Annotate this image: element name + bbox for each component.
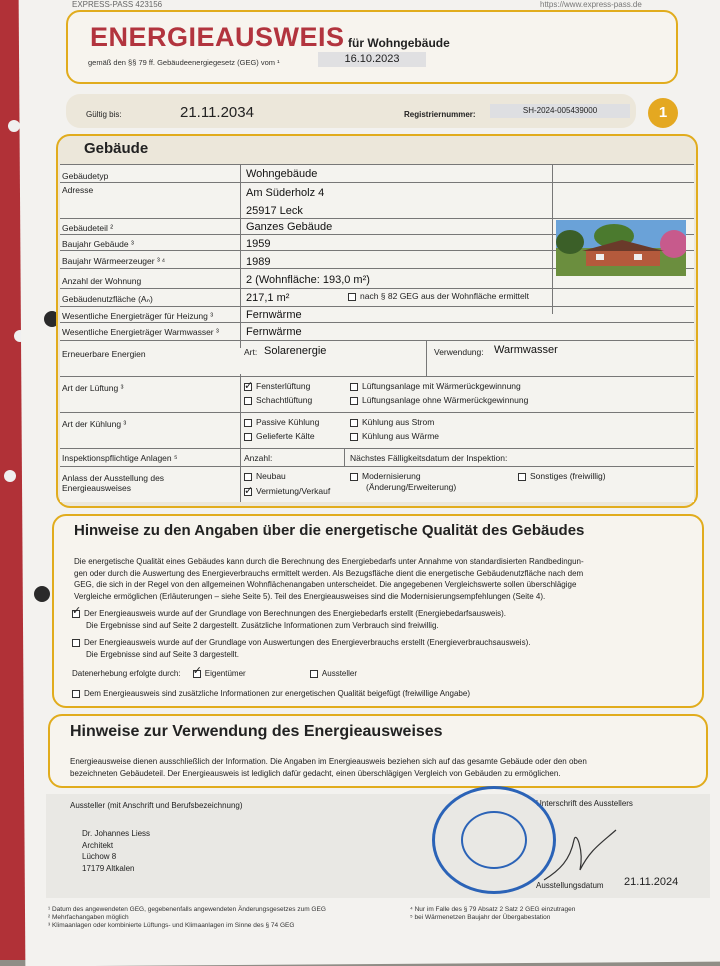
year-built: 1959 xyxy=(246,238,271,250)
table-row xyxy=(60,288,694,306)
footnote: ⁵ bei Wärmenetzen Baujahr der Übergabestation xyxy=(410,914,551,921)
issuer-label: Aussteller (mit Anschrift und Berufsbezeichnung) xyxy=(70,801,243,810)
option-label: Passive Kühlung xyxy=(256,417,320,427)
building-part: Ganzes Gebäude xyxy=(246,221,333,233)
table-row xyxy=(60,412,694,448)
building-type: Wohngebäude xyxy=(246,168,318,180)
hints-title: Hinweise zu den Angaben über die energetische Qualität des Gebäudes xyxy=(74,522,585,539)
gebaeude-heading: Gebäude xyxy=(84,140,149,157)
text-line: Architekt xyxy=(82,840,114,850)
checkbox[interactable] xyxy=(310,670,318,678)
option-label: Schachtlüftung xyxy=(256,395,313,405)
checkbox[interactable] xyxy=(244,397,252,405)
usage-paragraph xyxy=(70,756,700,779)
checkbox[interactable] xyxy=(244,383,252,391)
verwendung-label: Verwendung: xyxy=(434,347,484,357)
text-line: Lüchow 8 xyxy=(82,852,117,861)
footnote: ² Mehrfachangaben möglich xyxy=(48,914,129,921)
table-row xyxy=(60,322,694,340)
row-label: Art der Kühlung ³ xyxy=(62,419,127,429)
text-line: gen oder durch die Auswertung des Energieverbrauchs ermittelt werden. Als Bezugsfläche dient die energetische Gebäudenutzfläche nach dem xyxy=(74,568,584,578)
water-energy: Fernwärme xyxy=(246,326,302,338)
table-row xyxy=(60,466,694,502)
art-label: Art: xyxy=(244,347,258,357)
usable-area: 217,1 m² xyxy=(246,292,290,304)
issuer-address xyxy=(82,828,150,874)
checkbox[interactable] xyxy=(350,383,358,391)
footnotes-left xyxy=(48,906,326,930)
geg-date: 16.10.2023 xyxy=(318,52,426,67)
renewable-type: Solarenergie xyxy=(264,345,327,357)
modernisation-detail: (Änderung/Erweiterung) xyxy=(366,482,457,492)
text-line: Vergleiche ermöglichen (Erläuterungen – siehe Seite 5). Teil des Energieausweises sind die Modernisierungsempfehlungen (Seite 4). xyxy=(74,591,546,601)
row-label: Anlass der Ausstellung des Energieausweises xyxy=(62,473,165,493)
row-label: Adresse xyxy=(62,185,94,195)
option-label: Sonstiges (freiwillig) xyxy=(530,471,606,481)
cooling-delivered[interactable] xyxy=(244,431,315,441)
table-row xyxy=(60,376,694,412)
reason-rent-sale[interactable] xyxy=(244,486,330,496)
footnote: ⁴ Nur im Falle des § 79 Absatz 2 Satz 2 GEG einzutragen xyxy=(410,906,576,913)
text-line: Die Ergebnisse sind auf Seite 2 dargestellt. Zusätzliche Informationen zum Verbrauch sind freiwillig. xyxy=(86,620,439,630)
checkbox[interactable] xyxy=(348,293,356,301)
gemass-text: gemäß den §§ 79 ff. Gebäudeenergiegesetz (GEG) vom ¹ xyxy=(88,58,280,67)
footnotes-right xyxy=(410,906,575,922)
text-line: Die Ergebnisse sind auf Seite 3 dargestellt. xyxy=(86,649,239,659)
row-label: Gebäudenutzfläche (Aₙ) xyxy=(62,294,153,304)
row-label: Wesentliche Energieträger Warmwasser ³ xyxy=(62,327,219,337)
text-line: bezeichneten Gebäudeteil. Der Energieausweis ist lediglich dafür gedacht, einen überschlägigen Vergleich von Gebäuden zu ermöglichen. xyxy=(70,768,561,778)
option-label: Gelieferte Kälte xyxy=(256,431,315,441)
inspection-due-label: Nächstes Fälligkeitsdatum der Inspektion: xyxy=(350,453,508,463)
cooling-electric[interactable] xyxy=(350,417,434,427)
year-heater: 1989 xyxy=(246,256,271,268)
checkbox[interactable] xyxy=(518,473,526,481)
option-label: Aussteller xyxy=(321,669,358,678)
row-label: Gebäudetyp xyxy=(62,171,109,181)
footnote: ¹ Datum des angewendeten GEG, gegebenenfalls angewendeten Änderungsgesetzes zum GEG xyxy=(48,906,326,913)
registration-number: SH-2024-005439000 xyxy=(490,104,630,118)
text-line: 17179 Altkalen xyxy=(82,863,135,873)
address-street: Am Süderholz 4 xyxy=(246,187,325,199)
checkbox[interactable] xyxy=(350,433,358,441)
checkbox[interactable] xyxy=(244,488,252,496)
row-label: Inspektionspflichtige Anlagen ⁵ xyxy=(62,453,178,463)
cooling-passive[interactable] xyxy=(244,417,319,427)
valid-until-label: Gültig bis: xyxy=(86,110,122,119)
usage-title: Hinweise zur Verwendung des Energieausweises xyxy=(70,723,443,740)
option-label: Kühlung aus Strom xyxy=(362,417,435,427)
top-url: https://www.express-pass.de xyxy=(540,0,642,9)
row-label: Baujahr Wärmeerzeuger ³ ⁴ xyxy=(62,256,166,266)
punch-hole xyxy=(34,586,50,602)
option-label: Kühlung aus Wärme xyxy=(362,431,440,441)
address-city: 25917 Leck xyxy=(246,205,303,217)
signature-label: Unterschrift des Ausstellers xyxy=(536,799,633,808)
checkbox[interactable] xyxy=(193,670,201,678)
collector-issuer[interactable] xyxy=(310,669,357,678)
page-number-badge: 1 xyxy=(648,98,678,128)
option-consumption[interactable] xyxy=(72,637,692,660)
heating-energy: Fernwärme xyxy=(246,309,302,321)
text-line: Energieausweise dienen ausschließlich der Information. Die Angaben im Energieausweis beziehen sich auf das gesamte Gebäude oder den oben xyxy=(70,757,587,766)
table-row xyxy=(60,448,694,466)
row-label: Anzahl der Wohnung xyxy=(62,276,142,286)
checkbox[interactable] xyxy=(72,610,80,618)
option-label: Lüftungsanlage ohne Wärmerückgewinnung xyxy=(362,395,529,405)
text-line: Datenerhebung erfolgte durch: xyxy=(72,669,181,678)
page-subtitle: für Wohngebäude xyxy=(348,36,450,50)
checkbox[interactable] xyxy=(244,419,252,427)
ventilation-without-recovery[interactable] xyxy=(350,395,528,405)
additional-info[interactable] xyxy=(72,688,692,700)
reason-modernisation[interactable] xyxy=(350,471,421,481)
checkbox[interactable] xyxy=(350,473,358,481)
checkbox[interactable] xyxy=(244,473,252,481)
registration-label: Registriernummer: xyxy=(404,110,476,119)
option-label: Neubau xyxy=(256,471,286,481)
ventilation-window[interactable] xyxy=(244,381,310,391)
valid-until-value: 21.11.2034 xyxy=(180,104,254,121)
footnote: ³ Klimaanlagen oder kombinierte Lüftungs- und Klimaanlagen im Sinne des § 74 GEG xyxy=(48,922,295,929)
row-label: Art der Lüftung ³ xyxy=(62,383,124,393)
option-label: Fensterlüftung xyxy=(256,381,311,391)
checkbox[interactable] xyxy=(350,419,358,427)
collector-owner[interactable] xyxy=(193,669,246,678)
table-row xyxy=(60,164,694,182)
row-label: Gebäudeteil ² xyxy=(62,223,114,233)
table-row xyxy=(60,340,694,376)
ventilation-shaft[interactable] xyxy=(244,395,312,405)
reason-other[interactable] xyxy=(518,471,606,481)
table-row xyxy=(60,182,694,218)
option-label: Vermietung/Verkauf xyxy=(256,486,331,496)
option-label: nach § 82 GEG aus der Wohnfläche ermittelt xyxy=(360,291,529,301)
text-line: Dem Energieausweis sind zusätzliche Informationen zur energetischen Qualität beigefügt (freiwillige Angabe) xyxy=(84,689,470,698)
text-line: Der Energieausweis wurde auf der Grundlage von Auswertungen des Energieverbrauchs erstellt (Energieverbrauchsausweis). xyxy=(84,638,531,647)
issue-date-label: Ausstellungsdatum xyxy=(536,881,604,890)
checkbox[interactable] xyxy=(72,690,80,698)
option-label: Modernisierung xyxy=(362,471,421,481)
checkbox[interactable] xyxy=(72,639,80,647)
inspection-count-label: Anzahl: xyxy=(244,453,273,463)
table-row xyxy=(60,306,694,322)
checkbox[interactable] xyxy=(350,397,358,405)
option-label: Lüftungsanlage mit Wärmerückgewinnung xyxy=(362,381,521,391)
data-collection xyxy=(72,668,692,680)
checkbox[interactable] xyxy=(244,433,252,441)
page-title: ENERGIEAUSWEIS xyxy=(90,22,345,52)
hints-paragraph xyxy=(74,556,694,602)
top-strip: EXPRESS-PASS 423156 xyxy=(72,0,163,9)
cooling-heat[interactable] xyxy=(350,431,439,441)
row-label: Erneuerbare Energien xyxy=(62,349,146,359)
unit-count: 2 (Wohnfläche: 193,0 m²) xyxy=(246,274,370,286)
reason-new-building[interactable] xyxy=(244,471,286,481)
ventilation-with-recovery[interactable] xyxy=(350,381,521,391)
text-line: Dr. Johannes Liess xyxy=(82,829,151,838)
text-line: Der Energieausweis wurde auf der Grundlage von Berechnungen des Energiebedarfs erstellt (Energiebedarfsausweis). xyxy=(84,609,507,618)
area-option[interactable] xyxy=(348,291,529,301)
issue-date: 21.11.2024 xyxy=(624,876,679,888)
text-line: Die energetische Qualität eines Gebäudes kann durch die Berechnung des Energiebedarfs unter Annahme von standardisierten Randbedingun- xyxy=(74,557,584,566)
option-demand[interactable] xyxy=(72,608,692,631)
option-label: Eigentümer xyxy=(204,669,246,678)
renewable-use: Warmwasser xyxy=(494,344,558,356)
row-label: Wesentliche Energieträger für Heizung ³ xyxy=(62,311,214,321)
row-label: Baujahr Gebäude ³ xyxy=(62,239,134,249)
building-photo xyxy=(556,220,686,276)
official-stamp xyxy=(432,786,556,894)
text-line: GEG, die sich in der Regel von den allgemeinen Wohnflächenangaben unterscheidet. Die angegebenen Vergleichswerte sollen überschlägige xyxy=(74,580,577,589)
